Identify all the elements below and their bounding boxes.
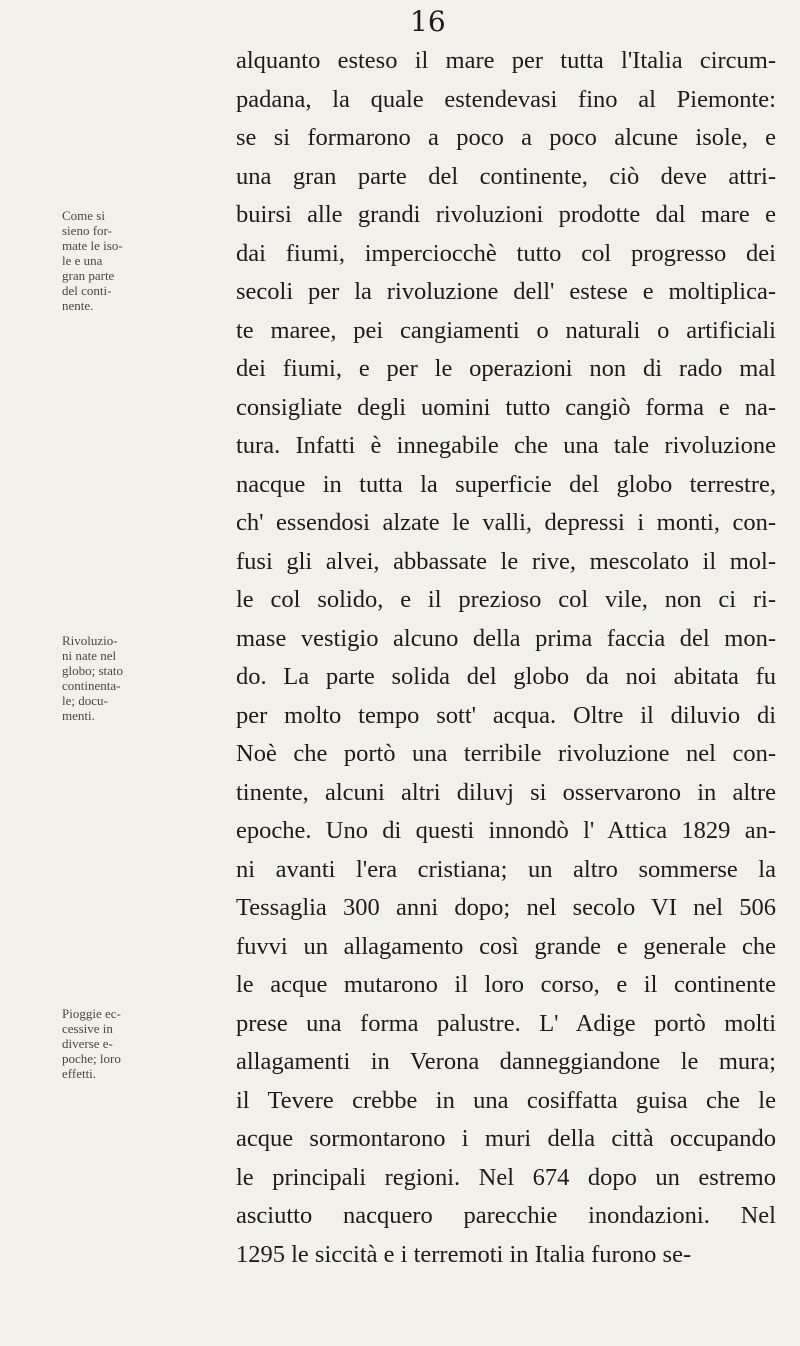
margin-note-line: nente.	[62, 298, 94, 313]
text-line: buirsi alle grandi rivoluzioni prodotte dal mare e	[236, 201, 776, 228]
text-line: dai fiumi, imperciocchè tutto col progresso dei	[236, 239, 776, 267]
text-line: te maree, pei cangiamenti o naturali o artificiali	[236, 316, 776, 344]
margin-note-line: poche; loro	[62, 1051, 121, 1066]
text-line: tura. Infatti è innegabile che una tale rivoluzione	[236, 432, 776, 459]
margin-note-line: le e una	[62, 253, 103, 268]
page-number: 16	[410, 5, 446, 38]
text-line: prese una forma palustre. L' Adige portò molti	[236, 1009, 776, 1037]
text-line: allagamenti in Verona danneggiandone le mura;	[236, 1048, 776, 1075]
margin-note-line: le; docu-	[62, 693, 108, 708]
margin-note-line: mate le iso-	[62, 238, 123, 253]
text-line: secoli per la rivoluzione dell' estese e moltiplica-	[236, 278, 776, 305]
margin-note-line: Come si	[62, 208, 105, 223]
margin-note-line: globo; stato	[62, 663, 124, 678]
text-line: ni avanti l'era cristiana; un altro sommerse la	[236, 855, 776, 883]
text-line: mase vestigio alcuno della prima faccia del mon-	[236, 624, 776, 652]
text-line: do. La parte solida del globo da noi abitata fu	[236, 663, 776, 690]
margin-note-line: Rivoluzio-	[62, 633, 118, 648]
text-line: se si formarono a poco a poco alcune isole, e	[236, 124, 776, 151]
body-text	[236, 42, 776, 1274]
margin-note-line: sieno for-	[62, 223, 112, 238]
margin-note-line: diverse e-	[62, 1036, 113, 1051]
text-line: le acque mutarono il loro corso, e il continente	[236, 971, 776, 998]
margin-note-line: gran parte	[62, 268, 115, 283]
margin-note	[62, 1006, 132, 1081]
text-line: Noè che portò una terribile rivoluzione nel con-	[236, 740, 776, 767]
margin-note-line: effetti.	[62, 1066, 97, 1081]
margin-note	[62, 208, 132, 313]
text-line: ch' essendosi alzate le valli, depressi i monti, con-	[236, 509, 776, 536]
margin-note-line: Pioggie ec-	[62, 1006, 121, 1021]
text-line: nacque in tutta la superficie del globo terrestre,	[236, 470, 776, 498]
text-line: epoche. Uno di questi innondò l' Attica 1829 an-	[236, 817, 776, 844]
margin-note	[62, 633, 132, 723]
text-line: per molto tempo sott' acqua. Oltre il diluvio di	[236, 701, 776, 729]
text-line: asciutto nacquero parecchie inondazioni. Nel	[236, 1202, 776, 1229]
text-line: una gran parte del continente, ciò deve attri-	[236, 162, 776, 190]
text-line: consigliate degli uomini tutto cangiò forma e na-	[236, 393, 776, 421]
margin-note-line: menti.	[62, 708, 95, 723]
text-line: acque sormontarono i muri della città occupando	[236, 1125, 776, 1152]
text-line: le col solido, e il prezioso col vile, non ci ri-	[236, 586, 776, 613]
text-line: padana, la quale estendevasi fino al Piemonte:	[236, 85, 776, 113]
text-line: il Tevere crebbe in una cosiffatta guisa che le	[236, 1086, 776, 1114]
text-line: le principali regioni. Nel 674 dopo un estremo	[236, 1163, 776, 1191]
margin-note-line: cessive in	[62, 1021, 113, 1036]
margin-note-line: del conti-	[62, 283, 112, 298]
text-line: dei fiumi, e per le operazioni non di rado mal	[236, 355, 776, 382]
text-line: tinente, alcuni altri diluvj si osservarono in altre	[236, 778, 776, 806]
text-line: 1295 le siccità e i terremoti in Italia furono se-	[236, 1240, 692, 1268]
margin-note-line: ni nate nel	[62, 648, 117, 663]
margin-note-line: continenta-	[62, 678, 121, 693]
text-line: fusi gli alvei, abbassate le rive, mescolato il mol-	[236, 547, 776, 575]
text-line: Tessaglia 300 anni dopo; nel secolo VI nel 506	[236, 894, 776, 921]
text-line: alquanto esteso il mare per tutta l'Italia circum-	[236, 47, 776, 74]
text-line: fuvvi un allagamento così grande e generale che	[236, 932, 776, 960]
